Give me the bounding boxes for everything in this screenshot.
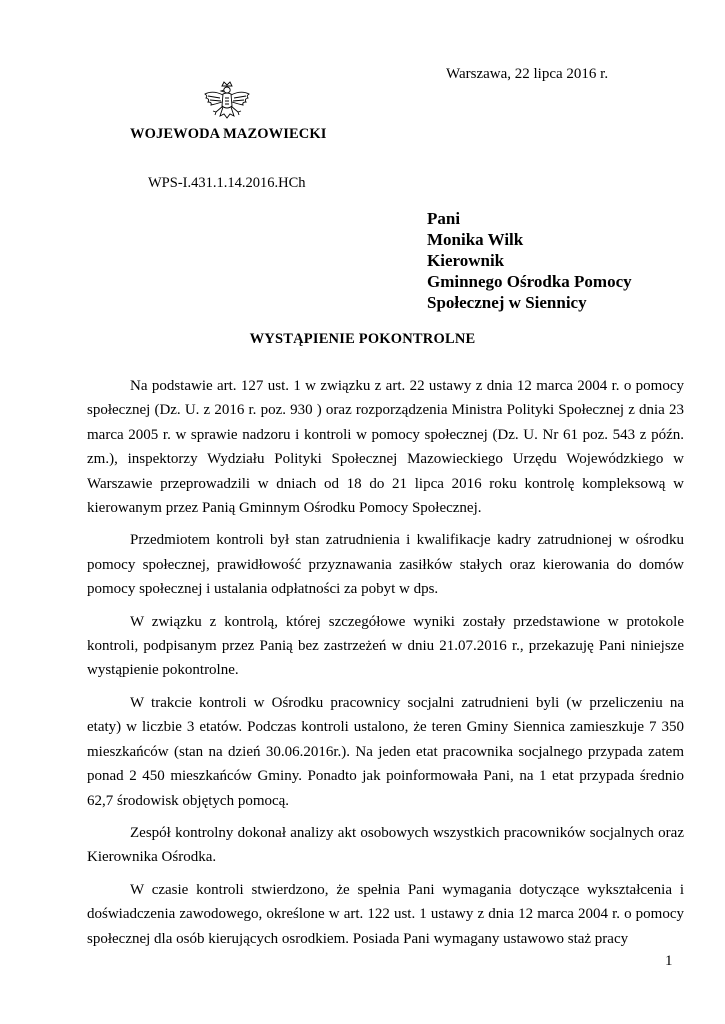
recipient-block [427, 208, 632, 313]
body-paragraph: W trakcie kontroli w Ośrodku pracownicy socjalni zatrudnieni byli (w przeliczeniu na etaty) w liczbie 3 etatów. Podczas kontroli ustalono, że teren Gminy Siennica zamieszkuje 7 350 mieszkańców (stan na dzień 30.06.2016r.). Na jeden etat pracownika socjalnego przypada zatem ponad 2 450 mieszkańców Gminy. Ponadto jak poinformowała Pani, na 1 etat przypada średnio 62,7 środowisk objętych pomocą. [87, 694, 684, 809]
place-date: Warszawa, 22 lipca 2016 r. [446, 66, 609, 82]
recipient-salutation: Pani [427, 209, 461, 228]
body-paragraph: W czasie kontroli stwierdzono, że spełnia Pani wymagania dotyczące wykształcenia i doświadczenia zawodowego, określone w art. 122 ust. 1 ustawy z dnia 12 marca 2004 r. o pomocy społecznej dla osób kierujących osrodkiem. Posiada Pani wymagany ustawowo staż pracy [87, 881, 684, 947]
recipient-position: Kierownik [427, 251, 505, 270]
body-paragraph: W związku z kontrolą, której szczegółowe wyniki zostały przedstawione w protokole kontroli, podpisanym przez Panią bez zastrzeżeń w dniu 21.07.2016 r., przekazuję Pani niniejsze wystąpienie pokontrolne. [87, 613, 684, 679]
body-paragraph: Przedmiotem kontroli był stan zatrudnienia i kwalifikacje kadry zatrudnionej w ośrodku pomocy społecznej, prawidłowość przyznawania zasiłków stałych oraz kierowania do domów pomocy społecznej i ustalania odpłatności za pobyt w dps. [87, 532, 684, 598]
document-body [87, 374, 684, 959]
body-paragraph: Zespół kontrolny dokonał analizy akt osobowych wszystkich pracowników socjalnych oraz Kierownika Ośrodka. [87, 824, 684, 866]
polish-eagle-emblem-icon [200, 80, 254, 126]
recipient-institution-line2: Społecznej w Siennicy [427, 293, 587, 312]
recipient-name: Monika Wilk [427, 230, 524, 249]
case-signature: WPS-I.431.1.14.2016.HCh [148, 175, 306, 191]
issuer-name: WOJEWODA MAZOWIECKI [130, 126, 327, 142]
body-paragraph: Na podstawie art. 127 ust. 1 w związku z art. 22 ustawy z dnia 12 marca 2004 r. o pomocy społecznej (Dz. U. z 2016 r. poz. 930 ) oraz rozporządzenia Ministra Polityki Społecznej z dnia 23 marca 2005 r. w sprawie nadzoru i kontroli w pomocy społecznej (Dz. U. Nr 61 poz. 543 z późn. zm.), inspektorzy Wydziału Polityki Społecznej Mazowieckiego Urzędu Wojewódzkiego w Warszawie przeprowadzili w dniach od 18 do 21 lipca 2016 roku kontrolę kompleksową w kierowanym przez Panią Gminnym Ośrodku Pomocy Społecznej. [87, 378, 684, 517]
eagle-emblem-svg [200, 80, 254, 126]
page-number: 1 [665, 953, 673, 969]
recipient-institution-line1: Gminnego Ośrodka Pomocy [427, 272, 632, 291]
document-title: WYSTĄPIENIE POKONTROLNE [249, 331, 476, 347]
